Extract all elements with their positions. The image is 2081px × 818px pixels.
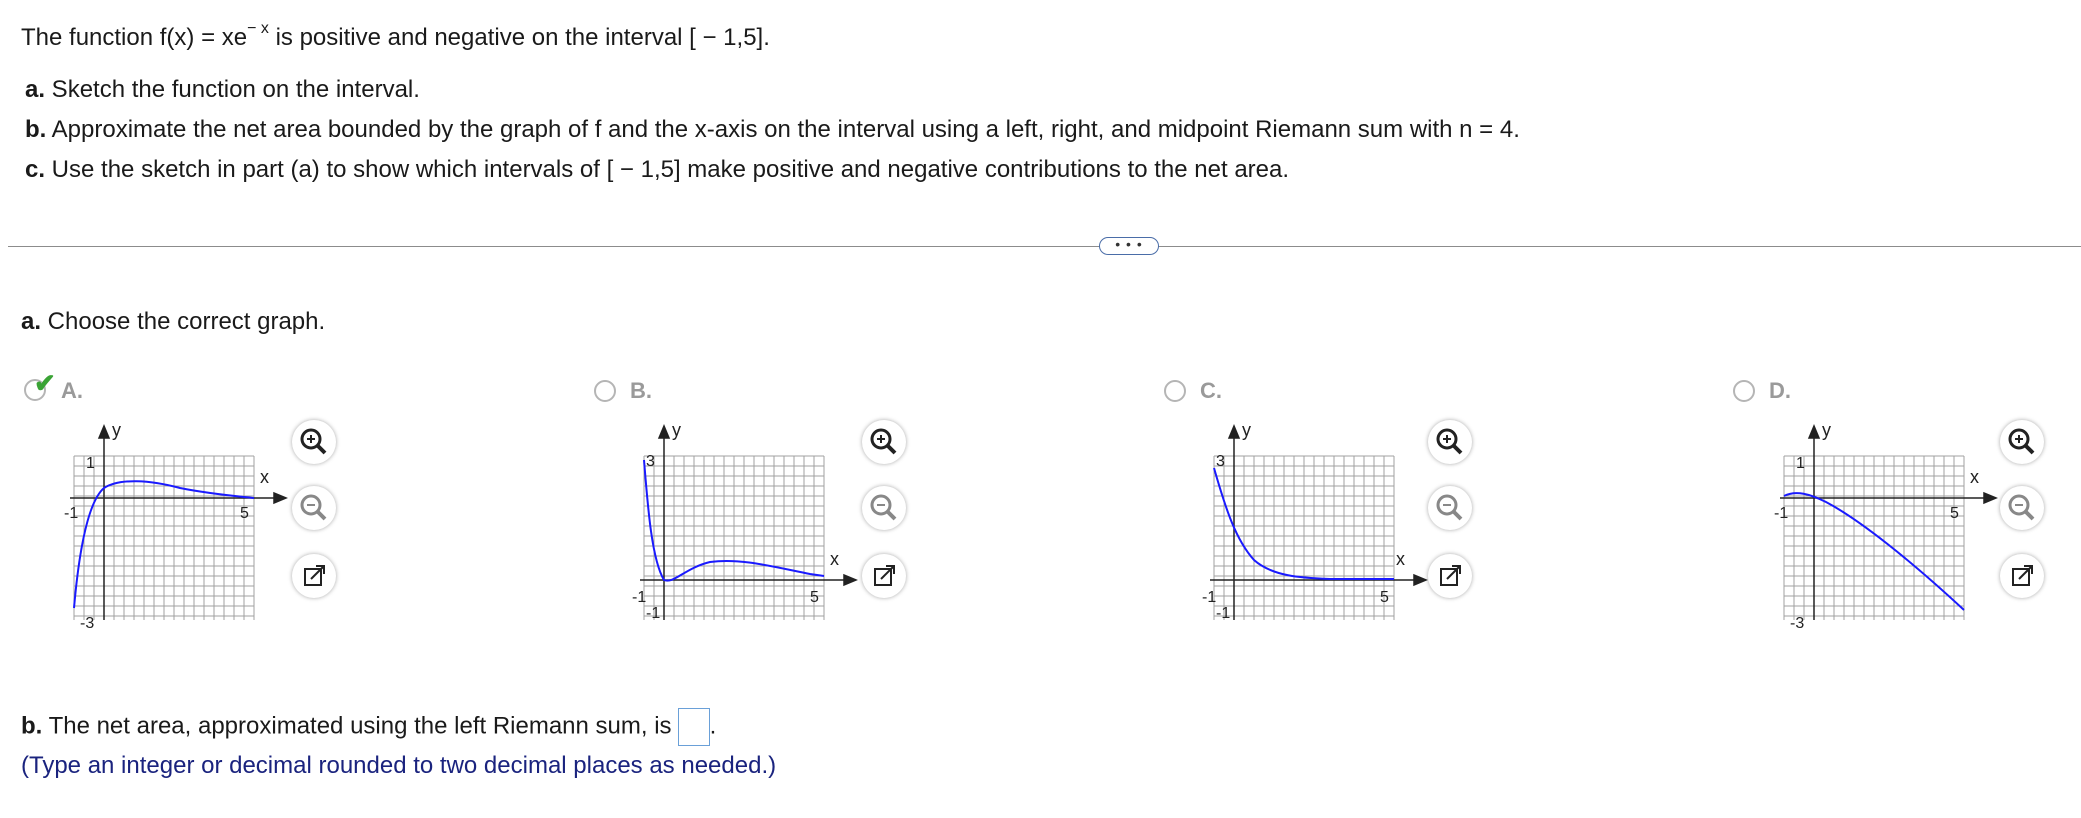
tick-label: -3 — [80, 615, 95, 630]
question-part-a — [25, 76, 420, 104]
intro-prefix: The function f(x) = xe — [21, 24, 248, 51]
tick-label: 5 — [1380, 589, 1389, 606]
tick-label: -1 — [646, 605, 661, 622]
zoom-out-button[interactable] — [292, 486, 336, 530]
part-b-tag: b. — [21, 712, 43, 740]
zoom-in-button[interactable] — [862, 420, 906, 464]
tick-label: 3 — [646, 453, 655, 470]
x-axis-label: x — [260, 467, 269, 487]
tick-label: 5 — [1950, 505, 1959, 522]
part-a-text: Choose the correct graph. — [41, 308, 326, 335]
zoom-out-icon — [862, 486, 906, 530]
option-d-graph — [1770, 420, 2000, 630]
grid — [1784, 456, 1964, 620]
zoom-out-icon — [1428, 486, 1472, 530]
option-c-radio[interactable] — [1164, 380, 1186, 402]
tick-label: -1 — [1202, 589, 1217, 606]
part-text: Use the sketch in part (a) to show which intervals of [ − 1,5] make positive and negative contributions to the net area. — [45, 156, 1290, 183]
popout-button[interactable] — [1428, 554, 1472, 598]
x-axis-label: x — [1396, 549, 1405, 569]
option-c-graph — [1200, 420, 1430, 630]
zoom-out-icon — [2000, 486, 2044, 530]
zoom-out-button[interactable] — [1428, 486, 1472, 530]
option-d-radio[interactable] — [1733, 380, 1755, 402]
popout-button[interactable] — [292, 554, 336, 598]
more-button[interactable]: • • • — [1099, 237, 1159, 255]
part-b-text: The net area, approximated using the left Riemann sum, is — [42, 712, 672, 740]
question-part-b — [25, 116, 1520, 144]
tick-label: -1 — [64, 505, 79, 522]
tick-label: -1 — [632, 589, 647, 606]
section-divider — [8, 246, 2081, 247]
tick-label: 1 — [86, 455, 95, 472]
tick-label: 1 — [1796, 455, 1805, 472]
tick-label: -1 — [1216, 605, 1231, 622]
option-a-label[interactable]: A. — [61, 378, 83, 403]
option-b-graph — [630, 420, 860, 630]
answer-hint: (Type an integer or decimal rounded to two decimal places as needed.) — [21, 752, 777, 779]
grid — [1214, 456, 1394, 620]
tick-label: -1 — [1774, 505, 1789, 522]
x-axis-label: x — [1970, 467, 1979, 487]
intro-suffix: is positive and negative on the interval [ − 1,5]. — [268, 24, 770, 51]
tick-label: 5 — [240, 505, 249, 522]
part-text: Sketch the function on the interval. — [45, 76, 420, 103]
option-b-label[interactable]: B. — [630, 378, 652, 403]
question-intro — [21, 20, 770, 52]
tick-label: 3 — [1216, 453, 1225, 470]
popout-icon — [2000, 554, 2044, 598]
tick-label: -3 — [1790, 615, 1805, 630]
zoom-in-icon — [2000, 420, 2044, 464]
checkmark-icon: ✔ — [34, 368, 56, 398]
part-tag: c. — [25, 156, 46, 183]
part-a-prompt — [21, 308, 325, 336]
zoom-out-button[interactable] — [862, 486, 906, 530]
popout-button[interactable] — [2000, 554, 2044, 598]
part-b-prompt — [21, 708, 716, 746]
intro-exponent: − x — [247, 20, 269, 37]
y-axis-label: y — [672, 420, 681, 440]
part-text: Approximate the net area bounded by the graph of f and the x-axis on the interval using a left, right, and midpoint Riemann sum with n = 4. — [46, 116, 1520, 143]
x-axis-label: x — [830, 549, 839, 569]
zoom-in-button[interactable] — [2000, 420, 2044, 464]
option-d-label[interactable]: D. — [1769, 378, 1791, 403]
popout-icon — [862, 554, 906, 598]
zoom-in-button[interactable] — [292, 420, 336, 464]
popout-icon — [292, 554, 336, 598]
option-b-radio[interactable] — [594, 380, 616, 402]
popout-icon — [1428, 554, 1472, 598]
part-a-tag: a. — [21, 308, 42, 335]
zoom-in-icon — [292, 420, 336, 464]
part-tag: b. — [25, 116, 47, 143]
zoom-in-button[interactable] — [1428, 420, 1472, 464]
y-axis-label: y — [1822, 420, 1831, 440]
zoom-out-button[interactable] — [2000, 486, 2044, 530]
y-axis-label: y — [112, 420, 121, 440]
option-a-graph — [60, 420, 290, 630]
tick-label: 5 — [810, 589, 819, 606]
answer-input[interactable] — [678, 708, 710, 746]
zoom-in-icon — [1428, 420, 1472, 464]
zoom-in-icon — [862, 420, 906, 464]
popout-button[interactable] — [862, 554, 906, 598]
part-tag: a. — [25, 76, 46, 103]
zoom-out-icon — [292, 486, 336, 530]
part-b-period: . — [709, 712, 717, 740]
y-axis-label: y — [1242, 420, 1251, 440]
grid — [74, 456, 254, 620]
option-c-label[interactable]: C. — [1200, 378, 1222, 403]
grid — [644, 456, 824, 620]
question-part-c — [25, 156, 1289, 184]
